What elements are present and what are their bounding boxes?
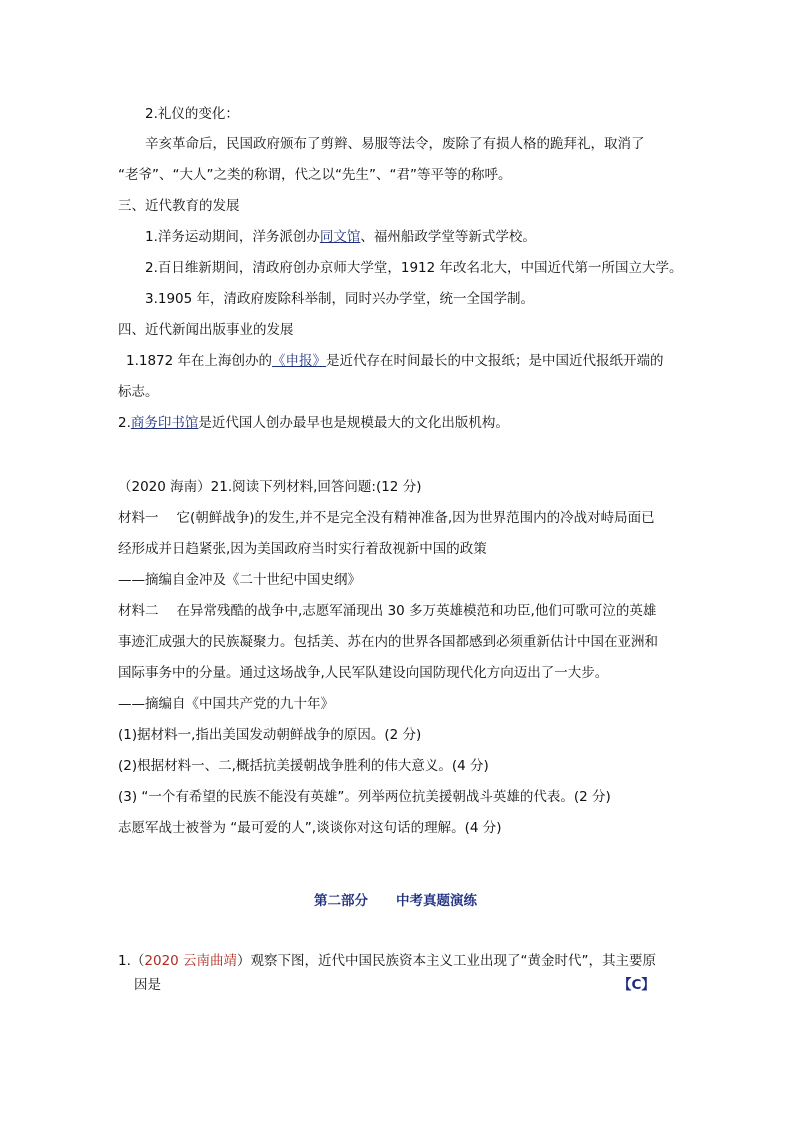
section-heading: 2.礼仪的变化： [145,106,239,122]
answer-badge: 【C】 [618,977,655,993]
question-line: 因是 [134,977,161,993]
sub-question: 志愿军战士被誉为 “最可爱的人”,谈谈你对这句话的理解。(4 分) [118,820,502,836]
sub-question: (3) “一个有希望的民族不能没有英雄”。列举两位抗美援朝战斗英雄的代表。(2 分) [118,789,611,805]
question-title: （2020 海南）21.阅读下列材料,回答问题:(12 分) [118,479,422,495]
link-tongwenguan[interactable]: 同文馆 [319,229,361,245]
material-source: ——摘编自金冲及《二十世纪中国史纲》 [118,572,361,588]
paragraph-line: 辛亥革命后，民国政府颁布了剪辫、易服等法令，废除了有损人格的跪拜礼，取消了 [145,136,645,152]
question-source: 2020 云南曲靖 [144,953,238,969]
material-line: 经形成并日趋紧张,因为美国政府当时实行着敌视新中国的政策 [118,541,487,557]
section-heading: 三、近代教育的发展 [118,198,240,214]
list-item: 1.1872 年在上海创办的《申报》是近代存在时间最长的中文报纸；是中国近代报纸开端的 [126,353,664,369]
list-item: 2.商务印书馆是近代国人创办最早也是规模最大的文化出版机构。 [118,415,509,431]
part-heading: 第二部分 中考真题演练 [314,893,477,909]
material-source: ——摘编自《中国共产党的九十年》 [118,696,334,712]
list-item: 2.百日维新期间，清政府创办京师大学堂，1912 年改名北大，中国近代第一所国立大学。 [145,260,683,276]
material-line: 材料一 它(朝鲜战争)的发生,并不是完全没有精神准备,因为世界范围内的冷战对峙局面已 [118,510,655,526]
material-line: 国际事务中的分量。通过这场战争,人民军队建设向国防现代化方向迈出了一大步。 [118,665,609,681]
material-label: 材料二 [118,603,159,619]
sub-question: (2)根据材料一、二,概括抗美援朝战争胜利的伟大意义。(4 分) [118,758,489,774]
paragraph-line: “老爷”、“大人”之类的称谓，代之以“先生”、“君”等平等的称呼。 [118,167,512,183]
list-item-continuation: 标志。 [118,384,159,400]
section-heading: 四、近代新闻出版事业的发展 [118,322,294,338]
list-item: 3.1905 年，清政府废除科举制，同时兴办学堂，统一全国学制。 [145,291,535,307]
link-commercial-press[interactable]: 商务印书馆 [130,415,199,431]
question-line: 1.（2020 云南曲靖）观察下图，近代中国民族资本主义工业出现了“黄金时代”，其主要原 [118,953,657,969]
list-item: 1.洋务运动期间，洋务派创办同文馆、福州船政学堂等新式学校。 [145,229,536,245]
material-label: 材料一 [118,510,159,526]
sub-question: (1)据材料一,指出美国发动朝鲜战争的原因。(2 分) [118,727,422,743]
material-line: 事迹汇成强大的民族凝聚力。包括美、苏在内的世界各国都感到必须重新估计中国在亚洲和 [118,634,658,650]
material-line: 材料二 在异常残酷的战争中,志愿军涌现出 30 多万英雄模范和功臣,他们可歌可泣的英雄 [118,603,657,619]
link-shenbao[interactable]: 《申报》 [272,353,327,369]
